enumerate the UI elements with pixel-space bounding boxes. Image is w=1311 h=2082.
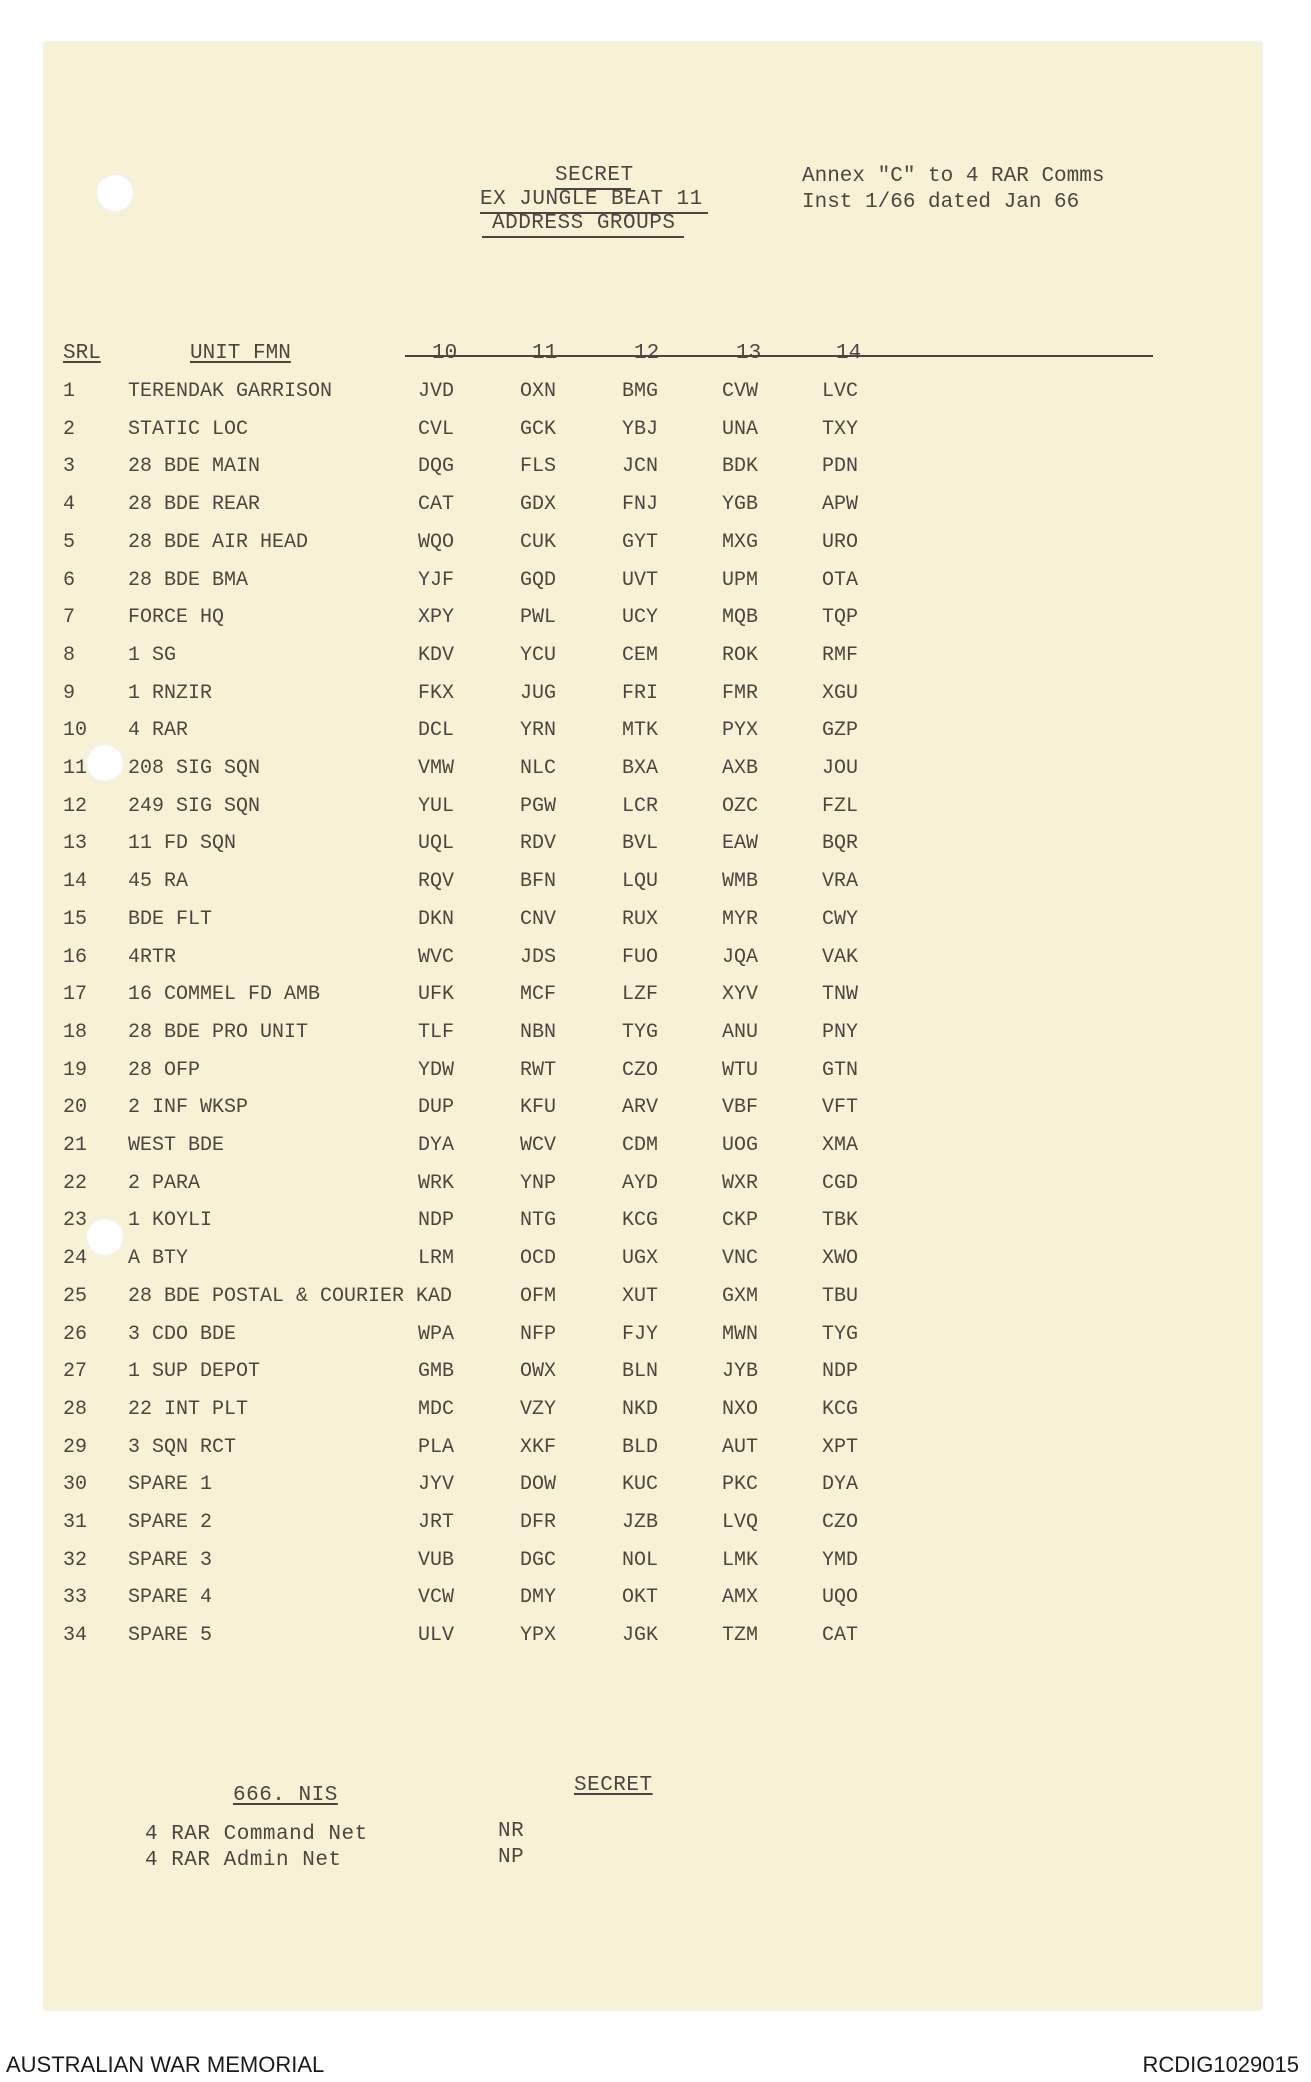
row-address-code: VRA (822, 870, 859, 893)
row-unit: 1 RNZIR (128, 682, 213, 705)
row-address-code: DOW (520, 1473, 557, 1496)
row-address-code: GCK (520, 418, 557, 441)
row-srl: 2 (63, 418, 76, 441)
row-unit: 2 INF WKSP (128, 1096, 249, 1119)
row-address-code: ANU (722, 1021, 759, 1044)
row-address-code: YDW (418, 1059, 455, 1082)
row-address-code: DKN (418, 908, 455, 931)
row-address-code: CWY (822, 908, 859, 931)
row-address-code: TBK (822, 1209, 859, 1232)
row-address-code: OZC (722, 795, 759, 818)
row-address-code: LVC (822, 380, 859, 403)
row-address-code: KFU (520, 1096, 557, 1119)
nis-item-code: NR (498, 1820, 525, 1843)
row-address-code: NFP (520, 1323, 557, 1346)
row-address-code: OWX (520, 1360, 557, 1383)
row-unit: 28 BDE AIR HEAD (128, 531, 309, 554)
document-subtitle: ADDRESS GROUPS (492, 212, 676, 235)
row-address-code: PNY (822, 1021, 859, 1044)
row-address-code: EAW (722, 832, 759, 855)
row-srl: 4 (63, 493, 76, 516)
archive-footer (0, 2048, 1311, 2082)
row-unit: SPARE 4 (128, 1586, 213, 1609)
row-address-code: PYX (722, 719, 759, 742)
row-address-code: NDP (418, 1209, 455, 1232)
row-srl: 18 (63, 1021, 88, 1044)
row-unit: 28 BDE REAR (128, 493, 261, 516)
row-unit: 28 BDE MAIN (128, 455, 261, 478)
nis-heading: 666. NIS (233, 1784, 338, 1807)
row-address-code: CAT (418, 493, 455, 516)
row-address-code: LRM (418, 1247, 455, 1270)
row-unit: SPARE 2 (128, 1511, 213, 1534)
row-address-code: DYA (822, 1473, 859, 1496)
row-address-code: GYT (622, 531, 659, 554)
row-address-code: CDM (622, 1134, 659, 1157)
row-address-code: VCW (418, 1586, 455, 1609)
row-address-code: DQG (418, 455, 455, 478)
row-address-code: VAK (822, 946, 859, 969)
punch-hole (96, 174, 134, 212)
annex-line-1: Annex "C" to 4 RAR Comms (802, 165, 1105, 188)
row-address-code: PKC (722, 1473, 759, 1496)
row-address-code: RUX (622, 908, 659, 931)
row-address-code: JUG (520, 682, 557, 705)
row-address-code: JYB (722, 1360, 759, 1383)
row-address-code: MCF (520, 983, 557, 1006)
row-srl: 28 (63, 1398, 88, 1421)
row-address-code: CUK (520, 531, 557, 554)
row-unit: BDE FLT (128, 908, 213, 931)
row-address-code: WCV (520, 1134, 557, 1157)
row-address-code: MYR (722, 908, 759, 931)
row-unit: 45 RA (128, 870, 189, 893)
row-address-code: KCG (622, 1209, 659, 1232)
row-address-code: FUO (622, 946, 659, 969)
nis-item-name: 4 RAR Admin Net (145, 1849, 342, 1872)
row-address-code: MXG (722, 531, 759, 554)
row-address-code: XGU (822, 682, 859, 705)
row-address-code: BMG (622, 380, 659, 403)
column-header-day: 10 (432, 342, 458, 365)
row-address-code: DCL (418, 719, 455, 742)
row-address-code: VZY (520, 1398, 557, 1421)
row-address-code: XPT (822, 1436, 859, 1459)
row-unit: 1 KOYLI (128, 1209, 213, 1232)
row-address-code: VFT (822, 1096, 859, 1119)
row-address-code: ULV (418, 1624, 455, 1647)
row-address-code: URO (822, 531, 859, 554)
nis-classification: SECRET (574, 1774, 653, 1797)
row-address-code: TNW (822, 983, 859, 1006)
row-srl: 12 (63, 795, 88, 818)
row-address-code: XMA (822, 1134, 859, 1157)
row-srl: 33 (63, 1586, 88, 1609)
row-address-code: XWO (822, 1247, 859, 1270)
row-srl: 34 (63, 1624, 88, 1647)
row-address-code: TZM (722, 1624, 759, 1647)
row-address-code: VUB (418, 1549, 455, 1572)
row-address-code: XUT (622, 1285, 659, 1308)
row-unit: 22 INT PLT (128, 1398, 249, 1421)
row-address-code: TYG (822, 1323, 859, 1346)
row-unit: 28 BDE POSTAL & COURIER KAD (128, 1285, 453, 1308)
row-srl: 30 (63, 1473, 88, 1496)
row-unit: 208 SIG SQN (128, 757, 261, 780)
row-unit: 2 PARA (128, 1172, 201, 1195)
row-address-code: RWT (520, 1059, 557, 1082)
column-header-unit: UNIT FMN (190, 342, 291, 365)
row-address-code: TLF (418, 1021, 455, 1044)
row-unit: 249 SIG SQN (128, 795, 261, 818)
row-address-code: YNP (520, 1172, 557, 1195)
row-unit: TERENDAK GARRISON (128, 380, 333, 403)
row-address-code: VBF (722, 1096, 759, 1119)
row-address-code: WMB (722, 870, 759, 893)
row-address-code: PLA (418, 1436, 455, 1459)
row-address-code: FJY (622, 1323, 659, 1346)
row-unit: 3 SQN RCT (128, 1436, 237, 1459)
row-address-code: RQV (418, 870, 455, 893)
row-unit: SPARE 5 (128, 1624, 213, 1647)
row-srl: 8 (63, 644, 76, 667)
row-address-code: CVL (418, 418, 455, 441)
row-address-code: LZF (622, 983, 659, 1006)
row-address-code: JGK (622, 1624, 659, 1647)
row-address-code: NXO (722, 1398, 759, 1421)
row-address-code: CEM (622, 644, 659, 667)
row-address-code: AXB (722, 757, 759, 780)
row-address-code: JCN (622, 455, 659, 478)
row-address-code: GQD (520, 569, 557, 592)
row-address-code: JVD (418, 380, 455, 403)
row-srl: 22 (63, 1172, 88, 1195)
archive-id: RCDIG1029015 (1142, 2052, 1299, 2077)
row-address-code: YPX (520, 1624, 557, 1647)
row-address-code: UNA (722, 418, 759, 441)
row-srl: 24 (63, 1247, 88, 1270)
annex-line-2: Inst 1/66 dated Jan 66 (802, 191, 1080, 214)
row-address-code: GXM (722, 1285, 759, 1308)
row-srl: 32 (63, 1549, 88, 1572)
column-header-day: 13 (736, 342, 762, 365)
row-unit: 28 OFP (128, 1059, 201, 1082)
row-address-code: WQO (418, 531, 455, 554)
row-address-code: CAT (822, 1624, 859, 1647)
row-address-code: UFK (418, 983, 455, 1006)
nis-item-name: 4 RAR Command Net (145, 1823, 368, 1846)
row-address-code: GZP (822, 719, 859, 742)
row-address-code: VNC (722, 1247, 759, 1270)
row-unit: 1 SUP DEPOT (128, 1360, 261, 1383)
row-address-code: UCY (622, 606, 659, 629)
nis-item-code: NP (498, 1846, 525, 1869)
row-address-code: YJF (418, 569, 455, 592)
row-address-code: PDN (822, 455, 859, 478)
row-address-code: WRK (418, 1172, 455, 1195)
row-address-code: UPM (722, 569, 759, 592)
row-srl: 29 (63, 1436, 88, 1459)
row-srl: 9 (63, 682, 76, 705)
row-address-code: UQO (822, 1586, 859, 1609)
row-unit: SPARE 1 (128, 1473, 213, 1496)
row-address-code: NDP (822, 1360, 859, 1383)
row-unit: A BTY (128, 1247, 189, 1270)
row-address-code: NOL (622, 1549, 659, 1572)
row-address-code: JDS (520, 946, 557, 969)
archive-name: AUSTRALIAN WAR MEMORIAL (6, 2052, 325, 2077)
row-address-code: WXR (722, 1172, 759, 1195)
row-srl: 26 (63, 1323, 88, 1346)
row-address-code: VMW (418, 757, 455, 780)
row-address-code: NLC (520, 757, 557, 780)
row-srl: 20 (63, 1096, 88, 1119)
row-address-code: TQP (822, 606, 859, 629)
row-srl: 1 (63, 380, 76, 403)
row-unit: 11 FD SQN (128, 832, 237, 855)
row-address-code: WVC (418, 946, 455, 969)
row-address-code: TBU (822, 1285, 859, 1308)
row-address-code: LMK (722, 1549, 759, 1572)
row-address-code: BDK (722, 455, 759, 478)
row-address-code: MDC (418, 1398, 455, 1421)
row-address-code: OTA (822, 569, 859, 592)
row-address-code: FNJ (622, 493, 659, 516)
row-address-code: MQB (722, 606, 759, 629)
column-header-day: 12 (634, 342, 660, 365)
row-address-code: WPA (418, 1323, 455, 1346)
row-unit: 4 RAR (128, 719, 189, 742)
punch-hole (86, 1218, 124, 1256)
row-address-code: UGX (622, 1247, 659, 1270)
row-address-code: KDV (418, 644, 455, 667)
row-address-code: OCD (520, 1247, 557, 1270)
row-address-code: YGB (722, 493, 759, 516)
classification-heading: SECRET (555, 164, 634, 187)
row-address-code: LCR (622, 795, 659, 818)
row-address-code: FKX (418, 682, 455, 705)
row-unit: FORCE HQ (128, 606, 225, 629)
row-address-code: TYG (622, 1021, 659, 1044)
row-address-code: RMF (822, 644, 859, 667)
row-srl: 27 (63, 1360, 88, 1383)
header-rule (405, 355, 1153, 357)
row-address-code: XPY (418, 606, 455, 629)
row-srl: 5 (63, 531, 76, 554)
row-address-code: YMD (822, 1549, 859, 1572)
row-unit: SPARE 3 (128, 1549, 213, 1572)
row-srl: 19 (63, 1059, 88, 1082)
row-address-code: BXA (622, 757, 659, 780)
row-address-code: FMR (722, 682, 759, 705)
row-address-code: MWN (722, 1323, 759, 1346)
row-address-code: NTG (520, 1209, 557, 1232)
row-address-code: KUC (622, 1473, 659, 1496)
row-address-code: JOU (822, 757, 859, 780)
row-srl: 16 (63, 946, 88, 969)
row-srl: 7 (63, 606, 76, 629)
row-srl: 10 (63, 719, 88, 742)
row-srl: 11 (63, 757, 88, 780)
row-unit: 28 BDE PRO UNIT (128, 1021, 309, 1044)
row-srl: 14 (63, 870, 88, 893)
row-address-code: DUP (418, 1096, 455, 1119)
row-address-code: YBJ (622, 418, 659, 441)
subtitle-underline (482, 236, 684, 238)
row-unit: 3 CDO BDE (128, 1323, 237, 1346)
row-address-code: JZB (622, 1511, 659, 1534)
row-address-code: CVW (722, 380, 759, 403)
row-address-code: ARV (622, 1096, 659, 1119)
row-srl: 15 (63, 908, 88, 931)
row-address-code: UOG (722, 1134, 759, 1157)
row-unit: WEST BDE (128, 1134, 225, 1157)
row-address-code: MTK (622, 719, 659, 742)
column-header-srl: SRL (63, 342, 101, 365)
row-srl: 6 (63, 569, 76, 592)
row-unit: 1 SG (128, 644, 177, 667)
row-address-code: XKF (520, 1436, 557, 1459)
row-address-code: OXN (520, 380, 557, 403)
row-address-code: LQU (622, 870, 659, 893)
row-address-code: CGD (822, 1172, 859, 1195)
row-address-code: DFR (520, 1511, 557, 1534)
row-srl: 25 (63, 1285, 88, 1308)
row-address-code: ROK (722, 644, 759, 667)
row-unit: 28 BDE BMA (128, 569, 249, 592)
row-address-code: UVT (622, 569, 659, 592)
row-address-code: PWL (520, 606, 557, 629)
row-unit: 16 COMMEL FD AMB (128, 983, 321, 1006)
row-srl: 23 (63, 1209, 88, 1232)
row-address-code: XYV (722, 983, 759, 1006)
row-address-code: BVL (622, 832, 659, 855)
row-srl: 17 (63, 983, 88, 1006)
row-address-code: UQL (418, 832, 455, 855)
row-srl: 21 (63, 1134, 88, 1157)
row-address-code: YCU (520, 644, 557, 667)
row-address-code: RDV (520, 832, 557, 855)
row-address-code: AYD (622, 1172, 659, 1195)
row-address-code: BLN (622, 1360, 659, 1383)
row-address-code: TXY (822, 418, 859, 441)
row-address-code: BLD (622, 1436, 659, 1459)
row-address-code: NKD (622, 1398, 659, 1421)
row-address-code: BQR (822, 832, 859, 855)
row-address-code: YRN (520, 719, 557, 742)
row-address-code: CZO (822, 1511, 859, 1534)
row-address-code: NBN (520, 1021, 557, 1044)
row-address-code: YUL (418, 795, 455, 818)
row-address-code: KCG (822, 1398, 859, 1421)
row-address-code: GDX (520, 493, 557, 516)
row-address-code: CKP (722, 1209, 759, 1232)
row-address-code: DMY (520, 1586, 557, 1609)
column-header-day: 14 (836, 342, 862, 365)
row-unit: STATIC LOC (128, 418, 249, 441)
row-address-code: PGW (520, 795, 557, 818)
row-address-code: LVQ (722, 1511, 759, 1534)
row-address-code: DGC (520, 1549, 557, 1572)
row-address-code: AMX (722, 1586, 759, 1609)
row-address-code: JYV (418, 1473, 455, 1496)
row-address-code: JRT (418, 1511, 455, 1534)
row-address-code: AUT (722, 1436, 759, 1459)
punch-hole (86, 744, 124, 782)
column-header-day: 11 (532, 342, 558, 365)
exercise-title: EX JUNGLE BEAT 11 (480, 188, 703, 211)
row-address-code: GMB (418, 1360, 455, 1383)
row-srl: 31 (63, 1511, 88, 1534)
row-address-code: APW (822, 493, 859, 516)
row-srl: 3 (63, 455, 76, 478)
row-unit: 4RTR (128, 946, 177, 969)
row-address-code: OKT (622, 1586, 659, 1609)
row-address-code: WTU (722, 1059, 759, 1082)
row-address-code: FZL (822, 795, 859, 818)
row-address-code: DYA (418, 1134, 455, 1157)
row-address-code: JQA (722, 946, 759, 969)
row-srl: 13 (63, 832, 88, 855)
row-address-code: CZO (622, 1059, 659, 1082)
row-address-code: OFM (520, 1285, 557, 1308)
row-address-code: CNV (520, 908, 557, 931)
row-address-code: GTN (822, 1059, 859, 1082)
annex-reference (802, 164, 1104, 216)
row-address-code: FLS (520, 455, 557, 478)
row-address-code: BFN (520, 870, 557, 893)
row-address-code: FRI (622, 682, 659, 705)
